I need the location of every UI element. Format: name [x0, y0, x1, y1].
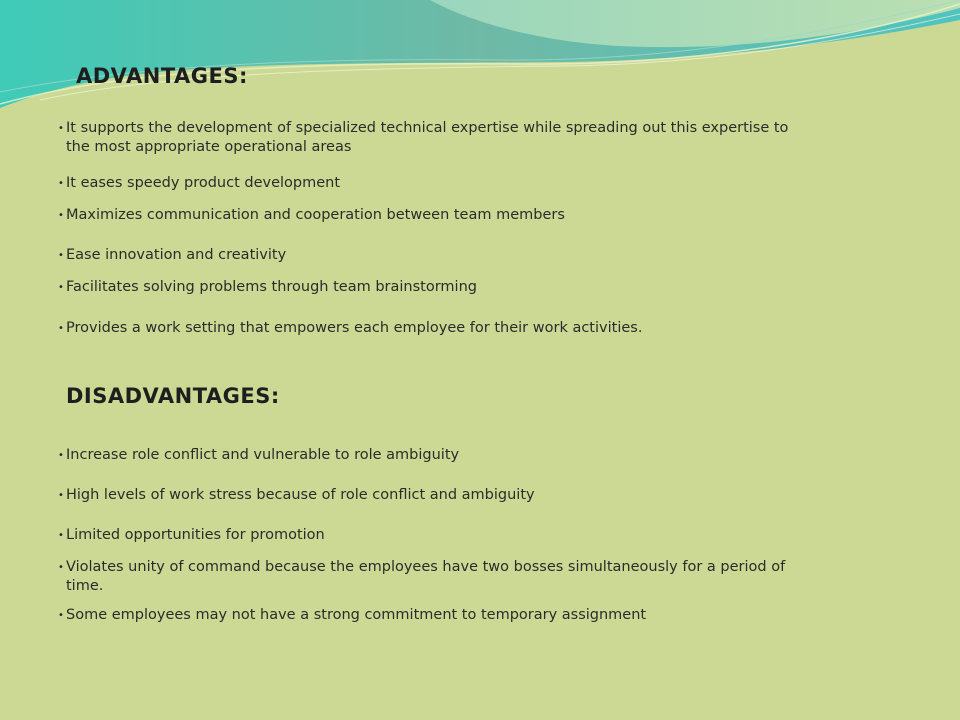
bullet-dot-icon: •: [58, 530, 64, 541]
advantage-item: • Maximizes communication and cooperation between team members: [58, 207, 565, 223]
disadvantage-item: • Violates unity of command because the employees have two bosses simultaneously for a period of time.: [58, 559, 786, 594]
advantage-item: • Facilitates solving problems through team brainstorming: [58, 279, 477, 295]
bullet-dot-icon: •: [58, 490, 64, 501]
bullet-dot-icon: •: [58, 562, 64, 573]
header-wave-decoration: [0, 0, 960, 120]
advantages-heading: ADVANTAGES:: [76, 64, 248, 88]
disadvantage-item: • Limited opportunities for promotion: [58, 527, 325, 543]
disadvantages-heading: DISADVANTAGES:: [66, 384, 280, 408]
bullet-dot-icon: •: [58, 450, 64, 461]
bullet-dot-icon: •: [58, 210, 64, 221]
advantage-item: • Provides a work setting that empowers each employee for their work activities.: [58, 320, 643, 336]
advantage-item: • It supports the development of specialized technical expertise while spreading out this expertise to the most appropriate operational areas: [58, 120, 789, 155]
bullet-dot-icon: •: [58, 178, 64, 189]
disadvantage-item: • Increase role conflict and vulnerable to role ambiguity: [58, 447, 460, 463]
bullet-dot-icon: •: [58, 123, 64, 134]
bullet-dot-icon: •: [58, 282, 64, 293]
disadvantage-item: • Some employees may not have a strong commitment to temporary assignment: [58, 607, 647, 623]
advantage-item: • Ease innovation and creativity: [58, 247, 287, 263]
advantage-item: • It eases speedy product development: [58, 175, 341, 191]
disadvantage-item: • High levels of work stress because of role conflict and ambiguity: [58, 487, 535, 503]
bullet-dot-icon: •: [58, 610, 64, 621]
bullet-dot-icon: •: [58, 323, 64, 334]
bullet-dot-icon: •: [58, 250, 64, 261]
